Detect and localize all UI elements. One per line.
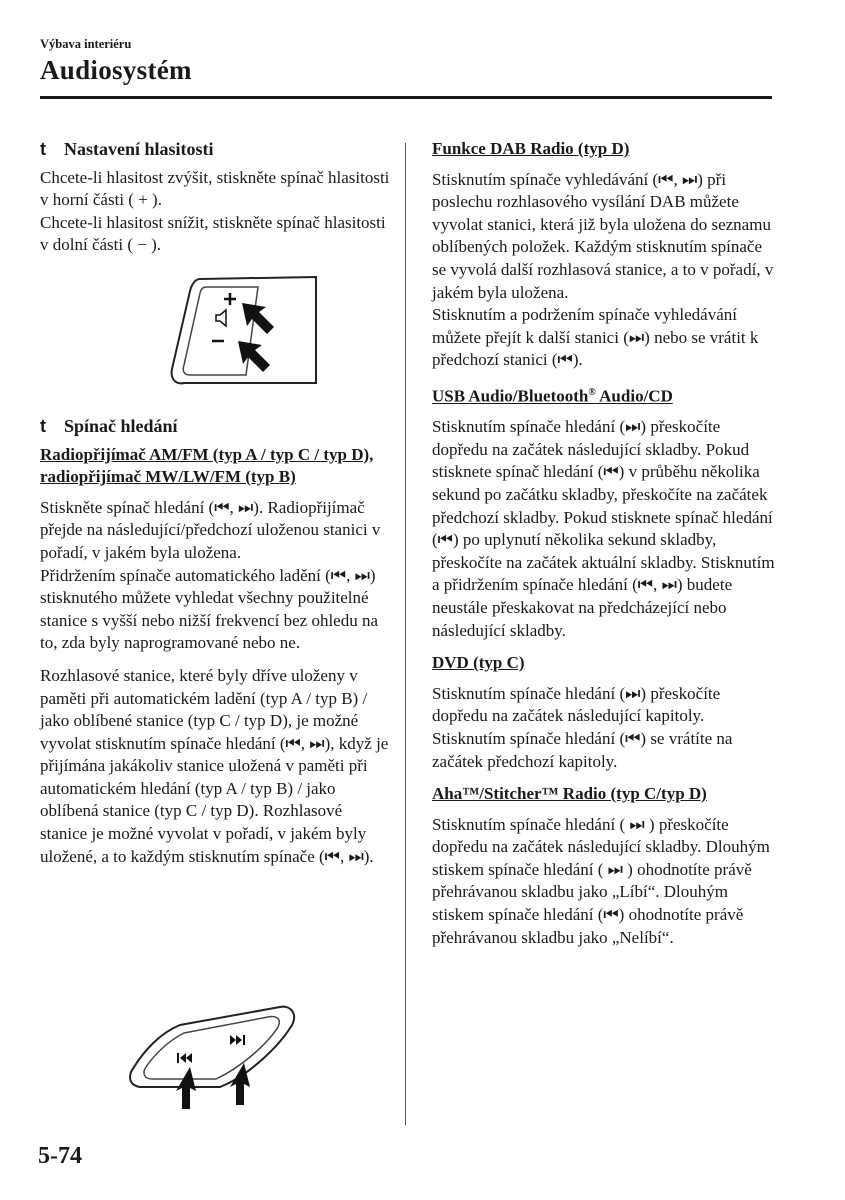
skip-back-icon (178, 1053, 192, 1063)
search-heading-text: Spínač hledání (64, 415, 178, 436)
dab-heading: Funkce DAB Radio (typ D) (432, 139, 630, 158)
radio-para-2: Přidržením spínače automatického ladění (⏮, ⏭) stisknutého můžete vyhledat všechny použitelné stanice s vyšší nebo nižší frekvencí bez ohledu na to, zda byly naprogramované nebo ne. (40, 565, 379, 653)
left-column (40, 138, 392, 868)
title-rule (40, 96, 772, 99)
usb-heading (432, 382, 777, 408)
switch-panel-outline (172, 277, 316, 383)
bullet-mark: t (40, 139, 46, 159)
registered-mark: ® (588, 386, 596, 398)
column-divider (405, 143, 406, 1125)
aha-heading: Aha™/Stitcher™ Radio (typ C/typ D) (432, 784, 707, 804)
radio-subheading: Radiopřijímač AM/FM (typ A / typ C / typ D), radiopřijímač MW/LW/FM (typ B) (40, 444, 374, 487)
speaker-icon (216, 310, 226, 326)
skip-forward-icon (230, 1035, 244, 1045)
switch-panel-inner (183, 287, 258, 375)
radio-para-1: Stiskněte spínač hledání (⏮, ⏭). Radiopřijímač přejde na následující/předchozí uloženou stanici v pořadí, v jakém byla uložena. (40, 497, 381, 562)
section-label: Výbava interiéru (40, 37, 132, 51)
arrow-pointer-icon (176, 1067, 196, 1109)
right-column (432, 138, 777, 949)
switch-panel-outline (130, 1007, 294, 1087)
page-title: Audiosystém (40, 55, 192, 85)
switch-panel-inner (144, 1016, 279, 1079)
volume-decrease-text: Chcete-li hlasitost snížit, stiskněte spínač hlasitosti v dolní části ( − ). (40, 212, 386, 255)
plus-icon (224, 293, 236, 305)
volume-heading-text: Nastavení hlasitosti (64, 139, 214, 159)
dab-para-2: Stisknutím a podržením spínače vyhledávání můžete přejít k další stanici (⏭) nebo se vrátit k předchozí stanici (⏮). (432, 305, 759, 370)
dvd-heading: DVD (typ C) (432, 653, 525, 673)
dvd-para: Stisknutím spínače hledání (⏭) přeskočíte dopředu na začátek následující kapitoly. Stisknutím spínače hledání (⏮) se vrátíte na začátek předchozí kapitoly. (432, 683, 733, 771)
arrow-pointer-icon (242, 303, 274, 334)
arrow-pointer-icon (238, 341, 270, 372)
aha-para: Stisknutím spínače hledání ( ⏭ ) přeskočíte dopředu na začátek následující skladby. Dlouhým stiskem spínače hledání ( ⏭ ) ohodnotíte právě přehrávanou skladbu jako „Líbí“. Dlouhým stiskem spínače hledání (⏮) ohodnotíte právě přehrávanou skladbu jako „Nelíbí“. (432, 814, 770, 947)
page-number: 5-74 (38, 1143, 82, 1169)
usb-para: Stisknutím spínače hledání (⏭) přeskočíte dopředu na začátek následující skladby. Pokud stisknete spínač hledání (⏮) v průběhu několika sekund po začátku skladby, přeskočíte na začátek předchozí skladby. Pokud stisknete spínač hledání (⏮) po uplynutí několika sekund skladby, přeskočíte na začátek aktuální skladby. Stisknutím a přidržením spínače hledání (⏮, ⏭) budete neustále přeskakovat na předcházející nebo následující skladby. (432, 417, 775, 640)
dab-para-1: Stisknutím spínače vyhledávání (⏮, ⏭) při poslechu rozhlasového vysílání DAB můžete vyvolat stanici, která již byla uložena do seznamu oblíbených položek. Každým stisknutím spínače se vyvolá další rozhlasová stanice, a to v pořadí, v jakém byla uložena. (432, 169, 774, 302)
volume-switch-figure (166, 271, 326, 399)
search-heading (40, 415, 392, 438)
volume-increase-text: Chcete-li hlasitost zvýšit, stiskněte spínač hlasitosti v horní části ( + ). (40, 167, 390, 210)
volume-heading (40, 138, 392, 161)
usb-heading-part1: USB Audio/Bluetooth (432, 386, 589, 406)
usb-heading-part2: Audio/CD (595, 386, 673, 406)
search-switch-figure (120, 1005, 310, 1115)
radio-para-3: Rozhlasové stanice, které byly dříve uloženy v paměti při automatickém ladění (typ A / typ B) / jako oblíbené stanice (typ C / typ D), je možné vyvolat stisknutím spínače hledání (⏮, ⏭), když je přijímána jakákoliv stanice uložená v paměti při automatickém hledání (typ A / typ B) / jako oblíbená stanice (typ C / typ D). Rozhlasové stanice je možné vyvolat v pořadí, v jakém byly uložené, a to každým stisknutím spínače (⏮, ⏭). (40, 665, 389, 866)
bullet-mark: t (40, 415, 46, 436)
